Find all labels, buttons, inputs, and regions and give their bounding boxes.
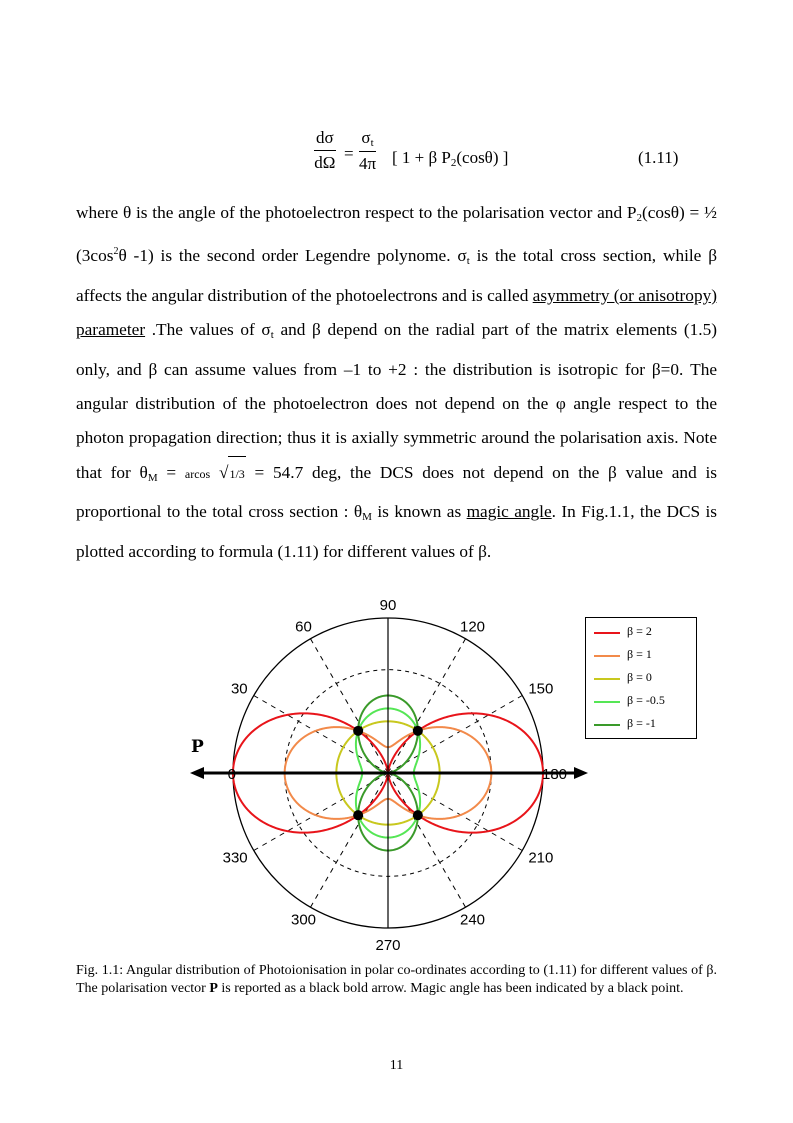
polarisation-arrowhead-left (190, 767, 204, 779)
equation-lhs-numerator: dσ (316, 128, 334, 147)
equation-number: (1.11) (638, 148, 679, 167)
legend-swatch (594, 655, 620, 657)
radial-gridline (311, 639, 389, 773)
angle-label-120: 120 (459, 618, 486, 636)
magic-angle-point (353, 726, 363, 736)
angle-label-30: 30 (230, 680, 248, 698)
angle-label-240: 240 (459, 911, 486, 929)
radial-gridline (388, 639, 466, 773)
legend-swatch (594, 701, 620, 703)
angle-label-180: 180 (542, 766, 568, 783)
legend-label: β = -1 (627, 716, 656, 730)
angle-label-90: 90 (379, 600, 397, 614)
legend-label: β = -0.5 (627, 693, 665, 707)
equation-rhs-numerator: σ (361, 128, 371, 147)
figure-caption: Fig. 1.1: Angular distribution of Photoionisation in polar co-ordinates according to (1.11) for different values of β. The polarisation vector P is reported as a black bold arrow. Magic angle has been indicated by a black point. (76, 963, 717, 996)
radial-gridline (311, 773, 389, 907)
caption-bold-p: P (209, 981, 218, 996)
polarisation-arrowhead-right (574, 767, 588, 779)
angle-label-330: 330 (222, 849, 248, 867)
angle-label-150: 150 (528, 680, 554, 698)
legend-swatch (594, 678, 620, 680)
magic-angle-point (413, 726, 423, 736)
legend-entry (592, 647, 692, 663)
magic-angle-point (413, 810, 423, 820)
equation-lhs-fraction (314, 128, 336, 173)
equation-rhs-denominator: 4π (359, 154, 377, 173)
polar-chart (180, 600, 620, 952)
legend-swatch (594, 724, 620, 726)
legend (585, 617, 697, 739)
angle-label-270: 270 (375, 937, 401, 952)
legend-entry (592, 624, 692, 640)
legend-label: β = 1 (627, 647, 652, 661)
legend-label: β = 2 (627, 624, 652, 638)
angle-label-60: 60 (295, 618, 312, 636)
term-asymmetry-parameter: asymmetry (or anisotropy) parameter (76, 285, 717, 340)
term-magic-angle: magic angle (466, 502, 552, 522)
legend-swatch (594, 632, 620, 634)
legend-label: β = 0 (627, 670, 652, 684)
equation-1-11 (0, 128, 793, 188)
legend-entry (592, 670, 692, 686)
angle-label-210: 210 (528, 849, 554, 867)
radial-gridline (388, 773, 466, 907)
polar-figure (180, 600, 665, 952)
polarisation-label: P (191, 737, 204, 757)
magic-angle-point (353, 810, 363, 820)
equals-sign: = (344, 144, 354, 163)
angle-label-0: 0 (227, 766, 236, 783)
body-paragraph: where θ is the angle of the photoelectron respect to the polarisation vector and $P_2(\cos\theta)$ = ½ ($3\cos^2\theta$ -1) is the second order Legendre polynome. $\sigma_t$ is the total cross section, while β affects the angular distribution of the photoelectrons and is called asymmetry (or anisotropy) parameter .The values of $\sigma_t$ and β depend on the radial part of the matrix elements (1.5) only, and β can assume values from –1 to +2 : the distribution is isotropic for β=0. The angular distribution of the photoelectron does not depend on the φ angle respect to the photon propagation direction; thus it is axially symmetric around the polarisation axis. Note that for $\theta_M = arcos$ √1/3 = 54.7 deg, the DCS does not depend on the β value and is proportional to the total cross section : $\theta_M$ is known as magic angle. In Fig.1.1, the DCS is plotted according to formula (1.11) for different values of β. (76, 203, 718, 561)
angle-label-300: 300 (290, 911, 317, 929)
equation-lhs-denominator: dΩ (314, 153, 336, 172)
equation-bracket: [ 1 + β $P_2(\cos\theta)$ ] (392, 148, 509, 169)
equation-rhs-fraction: $\sigma_t$ 4π (359, 128, 377, 173)
page-number: 11 (389, 1058, 404, 1073)
legend-entry (592, 693, 692, 709)
legend-entry (592, 716, 692, 732)
